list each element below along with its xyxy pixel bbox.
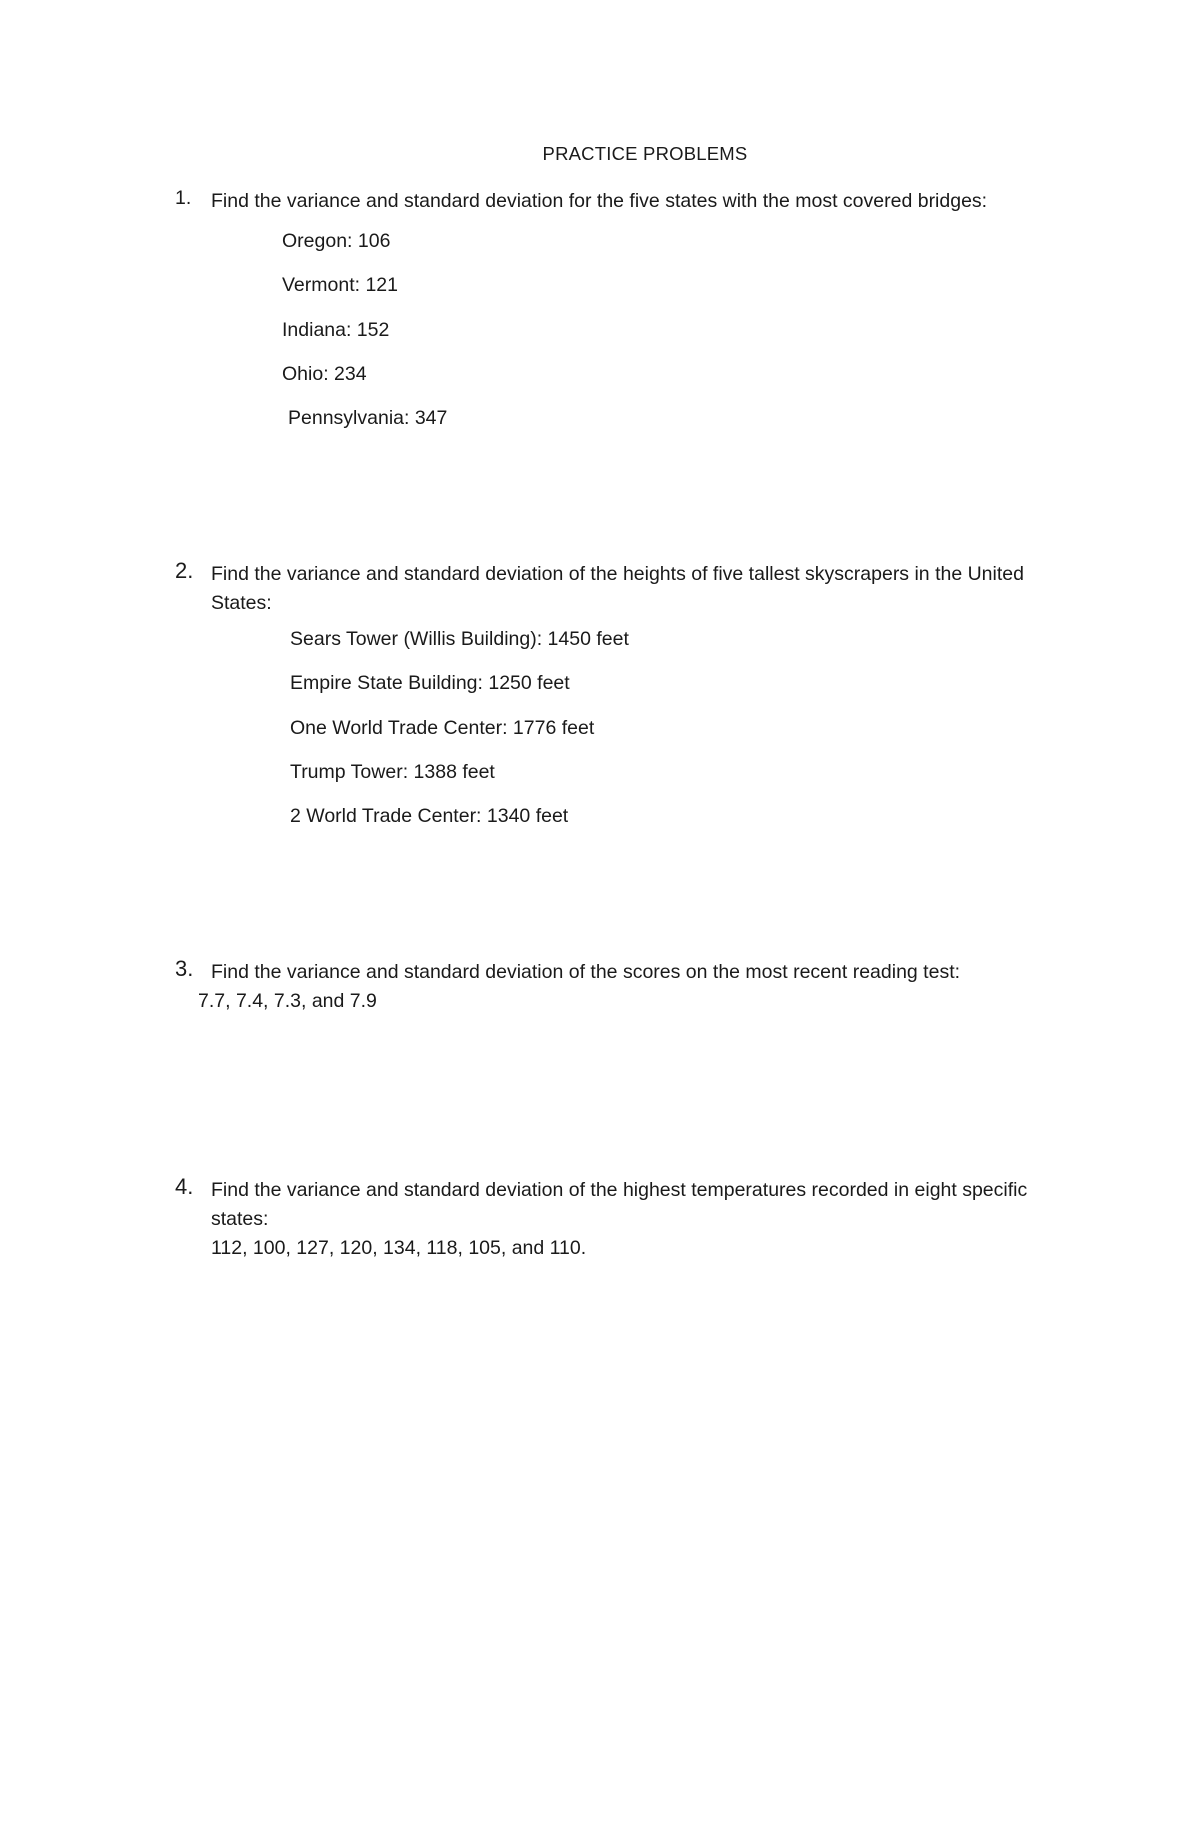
list-item: Sears Tower (Willis Building): 1450 feet bbox=[290, 628, 629, 650]
problem-number: 2. bbox=[175, 558, 194, 583]
problem-text: Find the variance and standard deviation of the heights of five tallest skyscrapers in the United States: bbox=[211, 563, 1024, 614]
problem-2 bbox=[175, 560, 1055, 618]
list-item: Vermont: 121 bbox=[282, 274, 398, 296]
list-item: Ohio: 234 bbox=[282, 363, 367, 385]
problem-data-line: 7.7, 7.4, 7.3, and 7.9 bbox=[198, 990, 377, 1012]
problem-text: Find the variance and standard deviation of the scores on the most recent reading test: bbox=[211, 961, 961, 983]
problem-number: 3. bbox=[175, 956, 194, 981]
problem-number: 1. bbox=[175, 187, 192, 209]
page-title: PRACTICE PROBLEMS bbox=[542, 143, 748, 164]
list-item: Pennsylvania: 347 bbox=[288, 407, 448, 429]
list-item: One World Trade Center: 1776 feet bbox=[290, 717, 595, 739]
problem-1 bbox=[175, 187, 1055, 216]
problem-3 bbox=[175, 958, 1055, 1016]
problem-text: Find the variance and standard deviation of the highest temperatures recorded in eight specific states: bbox=[211, 1179, 1028, 1230]
problem-number: 4. bbox=[175, 1174, 194, 1199]
problem-data-line: 112, 100, 127, 120, 134, 118, 105, and 110. bbox=[211, 1237, 587, 1259]
list-item: Indiana: 152 bbox=[282, 319, 390, 341]
list-item: Oregon: 106 bbox=[282, 230, 391, 252]
problem-text: Find the variance and standard deviation for the five states with the most covered bridges: bbox=[211, 190, 988, 212]
list-item: Empire State Building: 1250 feet bbox=[290, 672, 570, 694]
list-item: 2 World Trade Center: 1340 feet bbox=[290, 805, 569, 827]
list-item: Trump Tower: 1388 feet bbox=[290, 761, 495, 783]
problem-4 bbox=[175, 1176, 1055, 1263]
